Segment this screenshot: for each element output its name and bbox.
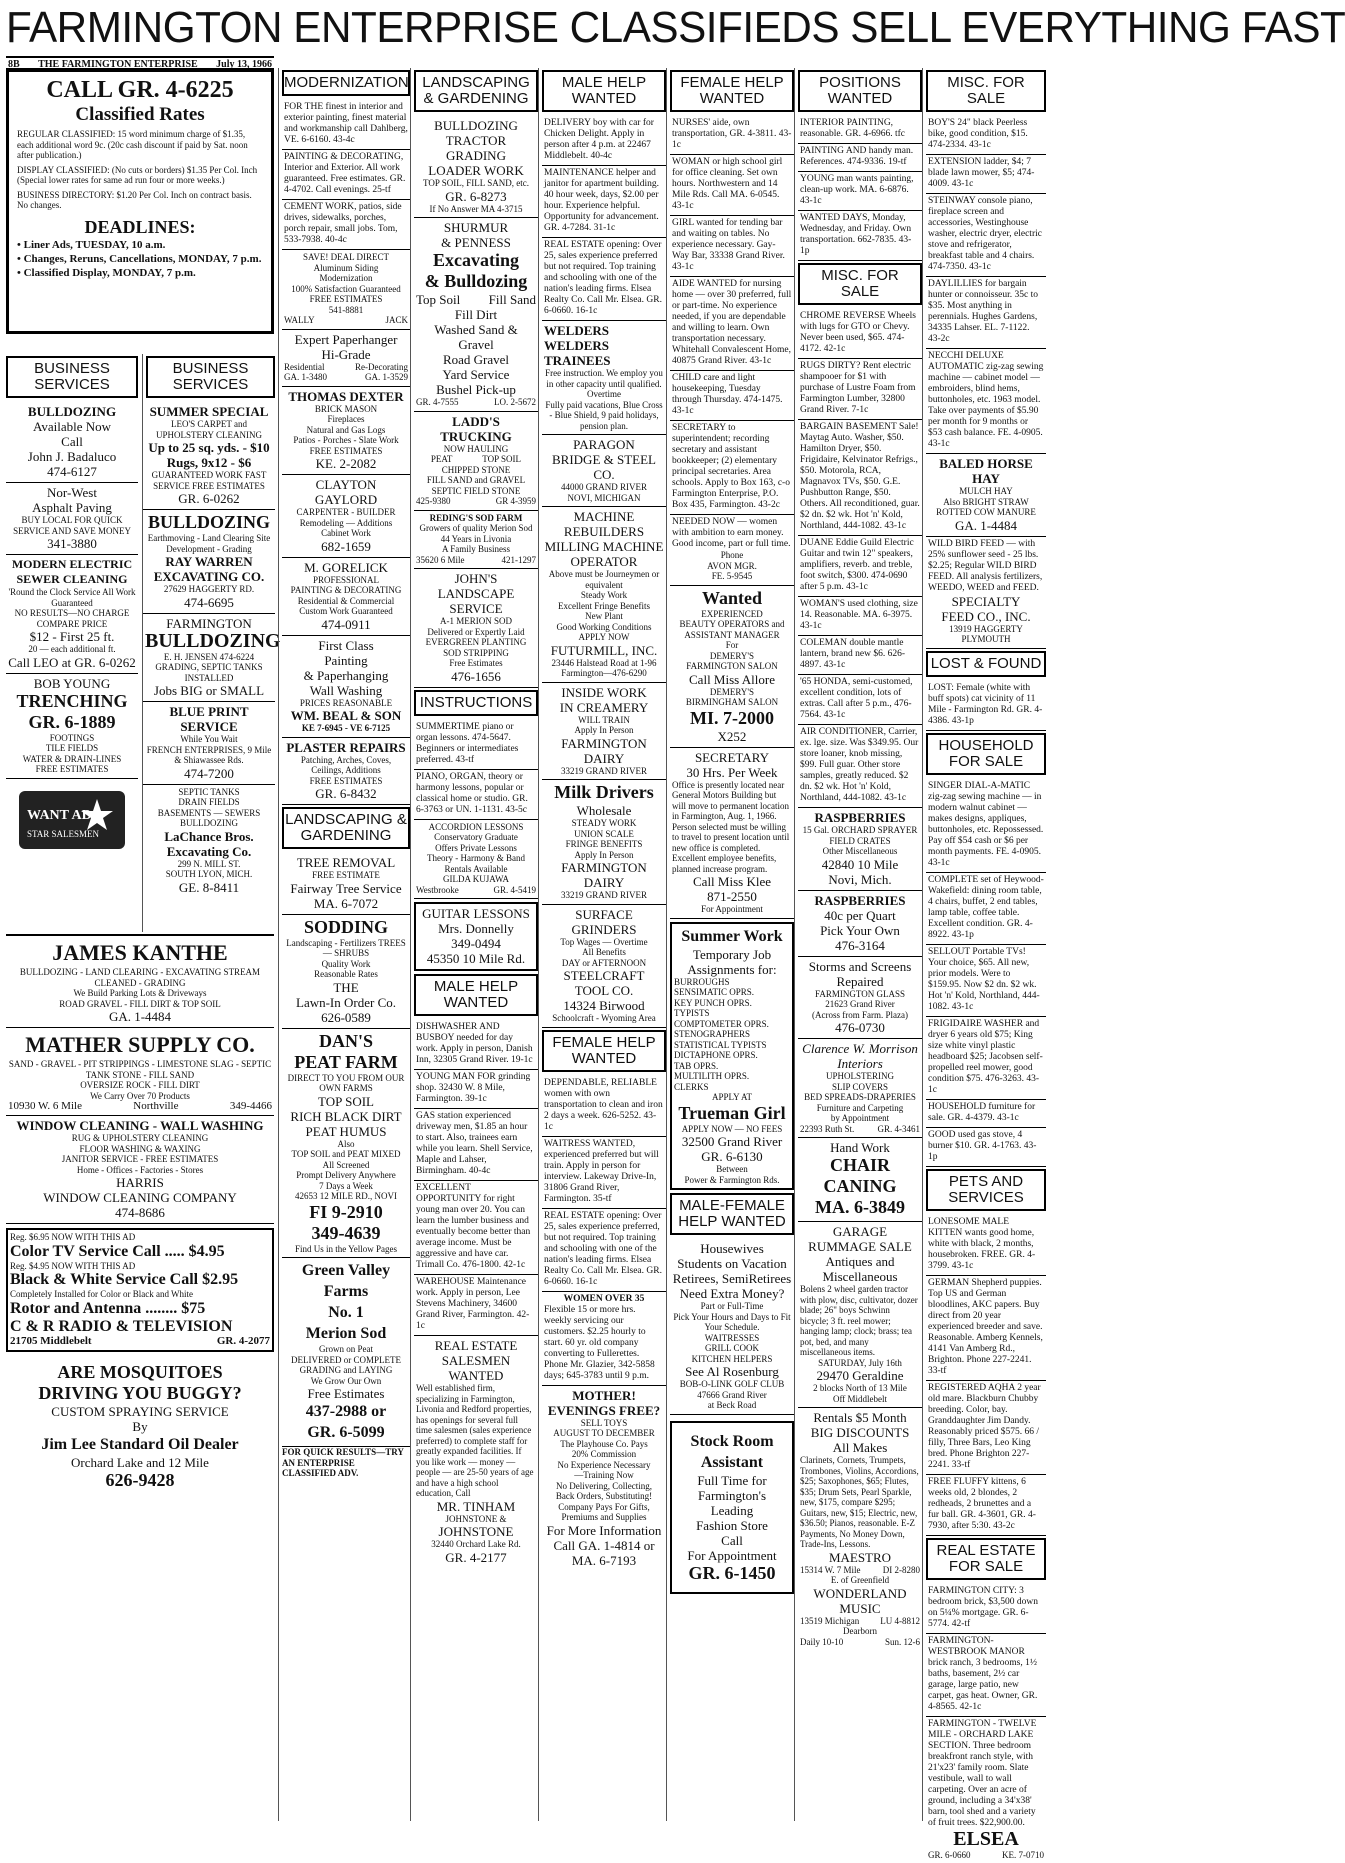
ad-asphalt: Nor-West Asphalt Paving BUY LOCAL FOR QUICK SERVICE AND SAVE MONEY 341-3880 <box>6 483 138 555</box>
rates-display: DISPLAY CLASSIFIED: (No cuts or borders) $1.35 Per Col. Inch (Special lower rates for same ad run four or more weeks.) <box>17 165 263 186</box>
ad-dexter: THOMAS DEXTER BRICK MASON Fireplaces Natural and Gas Logs Patios - Porches - Slate Work FREE ESTIMATES KE. 2-2082 <box>282 387 410 476</box>
header-real-estate: REAL ESTATE FOR SALE <box>926 1538 1046 1580</box>
ad-mather: MATHER SUPPLY CO. SAND - GRAVEL - PIT STRIPPINGS - LIMESTONE SLAG - SEPTIC TANK STONE - FILL SAND OVERSIZE ROCK - FILL DIRT We Carry Over 70 Products 10930 W. 6 Mile Northville 349-4466 <box>6 1028 274 1116</box>
ad-mosquito-spraying: ARE MOSQUITOES DRIVING YOU BUGGY? CUSTOM SPRAYING SERVICE By Jim Lee Standard Oil Dealer Orchard Lake and 12 Mile 626-9428 <box>6 1352 274 1494</box>
rates-box <box>6 68 274 350</box>
deadline-3: • Classified Display, MONDAY, 7 p.m. <box>17 266 263 280</box>
ad-nurses-aide: NURSES' aide, own transportation, GR. 4-3811. 43-1c <box>670 116 794 155</box>
ad-paperhanger: Expert Paperhanger Hi-Grade Residential Re-Decorating GA. 1-3480 GA. 1-3529 <box>282 330 410 387</box>
ad-badaluco: BULLDOZING Available Now Call John J. Badaluco 474-6127 <box>6 402 138 483</box>
ad-stock-room: Stock Room Assistant Full Time for Farmington's Leading Fashion Store Call For Appointment GR. 6-1450 <box>670 1421 794 1594</box>
ad-singer: SINGER DIAL-A-MATIC zig-zag sewing machine — in modern walnut cabinet — makes designs, appliques, buttonholes, etc. Repossessed. Pay off $54 cash or $6 per month payments. FE. 4-0905. 43-1c <box>926 779 1046 873</box>
ad-welders: WELDERS WELDERS TRAINEES Free instruction. We employ you in other capacity until qualified. Overtime Fully paid vacations, Blue Cross - Blue Shield, 9 paid holidays, pension plan. <box>542 321 666 435</box>
ad-women-over-35: WOMEN OVER 35 Flexible 15 or more hrs. weekly servicing our customers. $2.25 hourly to start. 60 yr. old company converting to Fullerettes. Phone Mr. Glazier, 342-5858 days; 645-3783 until 9 p.m. <box>542 1292 666 1386</box>
header-pets: PETS AND SERVICES <box>926 1169 1046 1211</box>
ad-demerys-salon: Wanted EXPERIENCED BEAUTY OPERATORS and ASSISTANT MANAGER For DEMERY'S FARMINGTON SALON Call Miss Allore DEMERY'S BIRMINGHAM SALON MI. 7-2000 X252 <box>670 586 794 748</box>
ad-steinway: STEINWAY console piano, fireplace screen and accessories, Westinghouse washer, electric dryer, electric stove and refrigerator, breakfast table and 4 chairs. 474-7350. 43-1c <box>926 194 1046 277</box>
column-6 <box>666 68 794 1821</box>
ad-johns-landscape: JOHN'S LANDSCAPE SERVICE A-1 MERION SOD Delivered or Expertly Laid EVERGREEN PLANTING SOD STRIPPING Free Estimates 476-1656 <box>414 569 538 688</box>
ad-morrison-interiors: Clarence W. Morrison Interiors UPHOLSTERING SLIP COVERS BED SPREADS-DRAPERIES Furniture and Carpeting by Appointment 22393 Ruth St. GR. 4-3461 <box>798 1039 922 1138</box>
ad-bargain-basement: BARGAIN BASEMENT Sale! Maytag Auto. Washer, $50. Hamilton Dryer, $50. Frigidaire, Kelvinator Refrigs., $50. Motorola, RCA, Magnavox TVs, $50. G.E. Pushbutton Range, $50. Others. All reconditioned, guar. $2 dn. $2 wk. Hot 'n' Kold, Northland, 444-1082. 43-1c <box>798 420 922 536</box>
ad-frigidaire: FRIGIDAIRE WASHER and dryer 6 years old $75; King size white vinyl plastic headboard $25; Jacobsen self-propelled reel mower, good condition $75. 476-3263. 43-1c <box>926 1017 1046 1100</box>
ad-ladds-trucking: LADD'S TRUCKING NOW HAULING PEAT TOP SOIL CHIPPED STONE FILL SAND and GRAVEL SEPTIC FIELD STONE 425-9380 GR 4-3959 <box>414 412 538 511</box>
ad-trueman-girl: Summer Work Temporary Job Assignments for: BURROUGHS SENSIMATIC OPRS. KEY PUNCH OPRS. TYPISTS COMPTOMETER OPRS. STENOGRAPHERS STATISTICAL TYPISTS DICTAPHONE OPRS. TAB OPRS. MULTILITH OPRS. CLERKS APPLY AT Trueman Girl APPLY NOW — NO FEES 32500 Grand River GR. 6-6130 Between Power & Farmington Rds. <box>670 922 794 1191</box>
ad-portable-tvs: SELLOUT Portable TVs! Your choice, $65. All new, prior models. Were to $159.95. Now $2 dn. $2 wk. Hot 'n' Kold, Northland, 444-1082. 43-1c <box>926 945 1046 1017</box>
ad-secretary: SECRETARY 30 Hrs. Per Week Office is presently located near General Motors Building but will move to permanent location in Farmington, Aug. 1, 1966. Person selected must be willing to travel to present location until new office is completed. Excellent employee benefits, planned increase program. Call Miss Klee 871-2550 For Appointment <box>670 748 794 919</box>
ad-handy-man: PAINTING AND handy man. References. 474-9336. 19-tf <box>798 144 922 172</box>
header-business-services-2: BUSINESS SERVICES <box>146 356 275 398</box>
ad-music-rentals: Rentals $5 Month BIG DISCOUNTS All Makes Clarinets, Cornets, Trumpets, Trombones, Violins, Accordions, $25; Saxophones, $65; Flutes, $35; Drum Sets, Pearl Sparkle, new, $175, compare $295; Guitars, new, $15; Electric, new, $36.50; Pianos, reasonable. E-Z Payments, No Money Down, Trade-Ins, Lessons. MAESTRO 15314 W. 7 Mile DI 2-8280 E. of Greenfield WONDERLAND MUSIC 13519 Michigan LU 4-8812 Dearborn Daily 10-10 Sun. 12-6 <box>798 1408 922 1650</box>
ad-tractor-grading: BULLDOZING TRACTOR GRADING LOADER WORK TOP SOIL, FILL SAND, etc. GR. 6-8273 If No Answer MA 4-3715 <box>414 116 538 218</box>
ad-toy-sales: MOTHER! EVENINGS FREE? SELL TOYS AUGUST TO DECEMBER The Playhouse Co. Pays 20% Commission No Experience Necessary —Training Now No Delivering, Collecting, Back Orders, Substituting! Company Pays For Gifts, Premiums and Supplies For More Information Call GA. 1-4814 or MA. 6-7193 <box>542 1386 666 1571</box>
header-female-help-2: FEMALE HELP WANTED <box>542 1030 666 1072</box>
deadline-1: • Liner Ads, TUESDAY, 10 a.m. <box>17 238 263 252</box>
ad-real-estate-opening: REAL ESTATE opening: Over 25, sales experience preferred but not required. Top training and schooling with one of the nation's leading firms. Elsea Realty Co. Call Mr. Elsea. GR. 6-0660. 16-1c <box>542 238 666 321</box>
want-ads-star-icon <box>17 785 127 855</box>
svg-text:STAR SALESMEN: STAR SALESMEN <box>27 829 100 839</box>
ad-gas-stove: GOOD used gas stove, 4 burner $10. GR. 4-1763. 43-1p <box>926 1128 1046 1167</box>
ad-avon: NEEDED NOW — women with ambition to earn money. Good income, part or full time. Phone AVON MGR. FE. 5-9545 <box>670 515 794 586</box>
ad-dishwasher: DISHWASHER AND BUSBOY needed for day work. Apply in person, Danish Inn, 32305 Grand River. 19-1c <box>414 1020 538 1070</box>
ad-raspberries-2: RASPBERRIES 40c per Quart Pick Your Own 476-3164 <box>798 891 922 957</box>
folio-page: 8B <box>8 59 20 70</box>
ad-twelve-mile: FARMINGTON - TWELVE MILE - ORCHARD LAKE SECTION. Three bedroom breakfront ranch style, with 21'x23' family room. Slate vestibule, wall to wall carpeting. Over an acre of ground, including a 34'x38' barn, tool shed and a variety of fruit trees. $22,900.00. ELSEA GR. 6-0660 KE. 7-0710 <box>926 1717 1046 1863</box>
header-male-female-help: MALE-FEMALE HELP WANTED <box>670 1193 794 1235</box>
folio-paper: THE FARMINGTON ENTERPRISE <box>38 59 198 70</box>
ad-womans-clothing: WOMAN'S used clothing, size 14. Reasonable. MA. 6-3975. 43-1c <box>798 597 922 636</box>
column-5 <box>538 68 666 1821</box>
ad-aqha-mare: REGISTERED AQHA 2 year old mare. Blackburn Chubby breeding. Color, bay. Granddaughter Jim Dandy. Reasonably priced $575. 66 / filly, Three Bars, Leo King bred. Phone Brighton 227-2241. 33-tf <box>926 1381 1046 1475</box>
ad-accordion: ACCORDION LESSONS Conservatory Graduate Offers Private Lessons Theory - Harmony & Band Rentals Available GILDA KUJAWA Westbrooke GR. 4-5419 <box>414 820 538 900</box>
ad-piano-lessons-2: PIANO, ORGAN, theory or harmony lessons, popular or classical home or studio. GR. 6-3763 or UN. 1-1131. 43-5c <box>414 770 538 820</box>
ad-wild-bird-feed: WILD BIRD FEED — with 25% sunflower seed - 25 lbs. $2.25; Regular WILD BIRD FEED. All analysis fertilizers, WEEDO, WEED and FEED. SPECIALTY FEED CO., INC. 13919 HAGGERTY PLYMOUTH <box>926 537 1046 649</box>
ad-painting-1: FOR THE finest in interior and exterior painting, finest material and workmanship call Dahlberg, VE. 6-6160. 43-4c <box>282 100 410 150</box>
ad-daylillies: DAYLILLIES for bargain hunter or connoisseur. 35c to $35. Most anything in perennials. Hughes Gardens, 34335 Lahser. EL. 7-1122. 43-2c <box>926 277 1046 349</box>
header-female-help-1: FEMALE HELP WANTED <box>670 70 794 112</box>
ad-gas-station: GAS station experienced driveway men, $1.85 an hour to start. Also, trainees earn while you learn. Shell Service, Maple and Lahser, Birmingham. 40-4c <box>414 1109 538 1181</box>
quick-results-note: FOR QUICK RESULTS—TRY AN ENTERPRISE CLASSIFIED ADV. <box>282 1447 410 1479</box>
ad-futurmill: MACHINE REBUILDERS MILLING MACHINE OPERATOR Above must be Journeymen or equivalent Steady Work Excellent Fringe Benefits New Plant Good Working Conditions APPLY NOW FUTURMILL, INC. 23446 Halstead Road at 1-96 Farmington—476-6290 <box>542 507 666 683</box>
ad-creamery: INSIDE WORK IN CREAMERY WILL TRAIN Apply In Person FARMINGTON DAIRY 33219 GRAND RIVER <box>542 683 666 781</box>
header-household: HOUSEHOLD FOR SALE <box>926 733 1046 775</box>
ad-farmington-glass: Storms and Screens Repaired FARMINGTON GLASS 21623 Grand River (Across from Farm. Plaza) 476-0730 <box>798 957 922 1040</box>
ad-wanted-days: WANTED DAYS, Monday, Wednesday, and Friday. Own transportation. 662-7835. 43-1p <box>798 211 922 261</box>
header-landscaping-2: LANDSCAPING & GARDENING <box>282 807 410 849</box>
ad-cement: CEMENT WORK, patios, side drives, sidewalks, porches, porch repair, small jobs. Tom, 533-7938. 40-4c <box>282 200 410 250</box>
ad-guitar-lessons: GUITAR LESSONS Mrs. Donnelly 349-0494 45350 10 Mile Rd. <box>414 902 538 971</box>
ad-horse-hay: BALED HORSE HAY MULCH HAY Also BRIGHT STRAW ROTTED COW MANURE GA. 1-4484 <box>926 454 1046 537</box>
ad-german-shepherd: GERMAN Shepherd puppies. Top US and German bloodlines, AKC papers. Buy direct from 20 year experienced breeder and save. Reasonable. Amberg Kennels, 4141 Van Amberg Rd., Brighton. Phone 227-2241. 33-tf <box>926 1276 1046 1381</box>
ad-fluffy-kittens: FREE FLUFFY kittens, 6 weeks old, 2 blondes, 2 redheads, 2 brunettes and a fur ball. GR. 4-3601, GR. 4-7930, after 5:30. 43-2c <box>926 1475 1046 1536</box>
ad-surface-grinders: SURFACE GRINDERS Top Wages — Overtime All Benefits DAY or AFTERNOON STEELCRAFT TOOL CO. 14324 Birwood Schoolcraft - Wyoming Area <box>542 905 666 1028</box>
rates-phone: CALL GR. 4-6225 <box>17 77 263 104</box>
ad-necchi: NECCHI DELUXE AUTOMATIC zig-zag sewing machine — cabinet model — embroiders, blind hems, buttonholes, etc. 1963 model. Take over payments of $5.90 per month for 9 months or $53 cash balance. FE. 4-0905. 43-1c <box>926 349 1046 454</box>
ad-gorelick: M. GORELICK PROFESSIONAL PAINTING & DECORATING Residential & Commercial Custom Work Guaranteed 474-0911 <box>282 558 410 636</box>
ad-maintenance-helper: MAINTENANCE helper and janitor for apartment building. 40 hour week, days, $2.00 per hour. Experience helpful. Opportunity for advancement. GR. 4-7284. 31-1c <box>542 166 666 238</box>
want-ads-logo <box>6 779 138 860</box>
ad-household-furniture: HOUSEHOLD furniture for sale. GR. 4-4379. 43-1c <box>926 1100 1046 1128</box>
column-8 <box>922 68 1046 1821</box>
ad-siding: SAVE! DEAL DIRECT Aluminum Siding Modernization 100% Satisfaction Guaranteed FREE ESTIMATES 541-8881 WALLY JACK <box>282 250 410 330</box>
ad-piano-lessons-1: SUMMERTIME piano or organ lessons. 474-5647. Beginners or intermediates preferred. 43-tf <box>414 720 538 770</box>
page-banner: FARMINGTON ENTERPRISE CLASSIFIEDS SELL EVERYTHING FAST <box>6 0 1216 56</box>
deadline-2: • Changes, Reruns, Cancellations, MONDAY, 7 p.m. <box>17 252 263 266</box>
ad-jensen: FARMINGTON BULLDOZING E. H. JENSEN 474-6224 GRADING, SEPTIC TANKS INSTALLED Jobs BIG or SMALL <box>143 614 275 703</box>
ad-honda: '65 HONDA, semi-customed, excellent condition, lots of extras. Call after 5 p.m., 476-7564. 43-1c <box>798 675 922 725</box>
ad-interior-painting: INTERIOR PAINTING, reasonable. GR. 4-6966. tfc <box>798 116 922 144</box>
ad-kanthe: JAMES KANTHE BULLDOZING - LAND CLEARING - EXCAVATING STREAM CLEANED - GRADING We Build Parking Lots & Driveways ROAD GRAVEL - FILL DIRT & TOP SOIL GA. 1-4484 <box>6 934 274 1028</box>
rates-title: Classified Rates <box>17 104 263 125</box>
ad-raspberries-1: RASPBERRIES 15 Gal. ORCHARD SPRAYER FIELD CRATES Other Miscellaneous 42840 10 Mile Novi, Mich. <box>798 808 922 891</box>
ad-waitress: WAITRESS WANTED, experienced preferred but will train. Apply in person for interview. Lakeway Drive-In, 31806 Grand River, Farmington. 35-tf <box>542 1137 666 1209</box>
header-landscaping-1: LANDSCAPING & GARDENING <box>414 70 538 112</box>
ad-child-care: CHILD care and light housekeeping, Tuesday through Thursday. 474-1475. 43-1c <box>670 371 794 421</box>
header-male-help-2: MALE HELP WANTED <box>414 974 538 1016</box>
ad-summer-special: SUMMER SPECIAL LEO'S CARPET and UPHOLSTERY CLEANING Up to 25 sq. yds. - $10 Rugs, 9x12 - $6 GUARANTEED WORK FAST SERVICE FREE ESTIMATES GR. 6-0262 <box>143 402 275 510</box>
header-male-help-1: MALE HELP WANTED <box>542 70 666 112</box>
ad-farmington-city: FARMINGTON CITY: 3 bedroom brick, $3,500 down on 5¼% mortgage. GR. 6-5774. 42-tf <box>926 1584 1046 1634</box>
ad-harris-window: WINDOW CLEANING - WALL WASHING RUG & UPHOLSTERY CLEANING FLOOR WASHING & WAXING JANITOR SERVICE - FREE ESTIMATES Home - Offices - Factories - Stores HARRIS WINDOW CLEANING COMPANY 474-8686 <box>6 1116 274 1224</box>
folio-date: July 13, 1966 <box>216 59 272 70</box>
ad-shurmur: SHURMUR & PENNESS Excavating & Bulldozing Top Soil Fill Sand Fill Dirt Washed Sand & Gravel Road Gravel Yard Service Bushel Pick-up GR. 4-7555 LO. 2-5672 <box>414 218 538 412</box>
columns <box>6 68 1218 1821</box>
ad-gaylord: CLAYTON GAYLORD CARPENTER - BUILDER Remodeling — Additions Cabinet Work 682-1659 <box>282 475 410 558</box>
ad-c-r-radio: Reg. $6.95 NOW WITH THIS AD Color TV Service Call ..... $4.95 Reg. $4.95 NOW WITH THIS AD Black & White Service Call $2.95 Completely Installed for Color or Black and White Rotor and Antenna ........ $75 C & R RADIO & TELEVISION 21705 Middlebelt GR. 4-2077 <box>6 1228 274 1352</box>
ad-sewer-cleaning: MODERN ELECTRIC SEWER CLEANING 'Round the Clock Service All Work Guaranteed NO RESULTS—NO CHARGE COMPARE PRICE $12 - First 25 ft. 20 — each additional ft. Call LEO at GR. 6-0262 <box>6 555 138 674</box>
ad-rug-shampooer: RUGS DIRTY? Rent electric shampooer for $1 with purchase of Lustre Foam from Farmington Lumber, 32800 Grand River. 7-1c <box>798 359 922 420</box>
ad-milk-drivers: Milk Drivers Wholesale STEADY WORK UNION SCALE FRINGE BENEFITS Apply In Person FARMINGTON DAIRY 33219 GRAND RIVER <box>542 780 666 905</box>
ad-trenching: BOB YOUNG TRENCHING GR. 6-1889 FOOTINGS TILE FIELDS WATER & DRAIN-LINES FREE ESTIMATES <box>6 674 138 779</box>
ad-extension-ladder: EXTENSION ladder, $4; 7 blade lawn mower, $5; 474-4009. 43-1c <box>926 155 1046 194</box>
ad-heywood: COMPLETE set of Heywood-Wakefield: dining room table, 4 chairs, buffet, 2 end tables, lamp table, coffee table. Excellent condition. GR. 4-8922. 43-1p <box>926 873 1046 945</box>
header-instructions: INSTRUCTIONS <box>414 690 538 716</box>
ad-paragon: PARAGON BRIDGE & STEEL CO. 44000 GRAND RIVER NOVI, MICHIGAN <box>542 435 666 507</box>
ad-lachance: SEPTIC TANKS DRAIN FIELDS BASEMENTS — SEWERS BULLDOZING LaChance Bros. Excavating Co. 299 N. MILL ST. SOUTH LYON, MICH. GE. 8-8411 <box>143 785 275 898</box>
ad-tree-removal: TREE REMOVAL FREE ESTIMATE Fairway Tree Service MA. 6-7072 <box>282 853 410 915</box>
ad-chair-caning: Hand Work CHAIR CANING MA. 6-3849 <box>798 1138 922 1222</box>
column-4 <box>410 68 538 1821</box>
ad-grinding-shop: YOUNG MAN FOR grinding shop. 32430 W. 8 Mile, Farmington. 39-1c <box>414 1070 538 1109</box>
column-1 <box>6 354 138 932</box>
ad-kitten: LONESOME MALE KITTEN wants good home, white with black, 2 months, housebroken. FREE. GR. 4-3799. 43-1c <box>926 1215 1046 1276</box>
rates-regular: REGULAR CLASSIFIED: 15 word minimum charge of $1.35, each additional word 9c. (20c cash discount if paid by Sat. noon after publication.) <box>17 129 263 161</box>
ad-real-estate-opening-2: REAL ESTATE opening: Over 25, sales experience preferred, but not required. Top training and schooling with one of the nation's leading firms. Elsea Realty Co. Call Mr. Elsea. GR. 6-0660. 16-1c <box>542 1209 666 1292</box>
header-misc-for-sale-1: MISC. FOR SALE <box>798 263 922 305</box>
ad-sodding: SODDING Landscaping - Fertilizers TREES — SHRUBS Quality Work Reasonable Rates THE Lawn-In Order Co. 626-0589 <box>282 915 410 1029</box>
ad-young-man-painting: YOUNG man wants painting, clean-up work. MA. 6-6876. 43-1c <box>798 172 922 211</box>
ad-painting-2: PAINTING & DECORATING, Interior and Exterior. All work guaranteed. Free estimates. GR. 4-4702. Call evenings. 25-tf <box>282 150 410 200</box>
header-lost-found: LOST & FOUND <box>926 651 1046 677</box>
ad-air-conditioner: AIR CONDITIONER, Carrier, ex. lge. size. Was $349.95. Our store loaner, knob missing, $99. Full guar. Other store samples, greatly reduced. $2 dn. $2 wk. Hot 'n' Kold, Northland, 444-1082. 43-1c <box>798 725 922 808</box>
column-2 <box>142 354 275 932</box>
ad-guild-guitar: DUANE Eddie Guild Electric Guitar and twin 12" speakers, amplifiers, reverb. and treble, foot switch, $300. 474-0690 after 5 p.m. 43-1c <box>798 536 922 597</box>
header-modernization: MODERNIZATION <box>282 70 410 96</box>
ad-dans-peat-farm: DAN'S PEAT FARM DIRECT TO YOU FROM OUR OWN FARMS TOP SOIL RICH BLACK DIRT PEAT HUMUS Also TOP SOIL and PEAT MIXED All Screened Prompt Delivery Anywhere 7 Days a Week 42653 12 MILE RD., NOVI FI 9-2910 349-4639 Find Us in the Yellow Pages <box>282 1029 410 1259</box>
ad-garage-sale: GARAGE RUMMAGE SALE Antiques and Miscellaneous Bolens 2 wheel garden tractor with plow, disc, cultivator, dozer blade; 26" boys Schwinn bicycle; 3 ft. reel mower; hanging lamp; clock; brass; tea pot, bed, and many miscellaneous items. SATURDAY, July 16th 29470 Geraldine 2 blocks North of 13 Mile Off Middlebelt <box>798 1222 922 1408</box>
wide-block <box>6 934 274 1821</box>
header-misc-for-sale-2: MISC. FOR SALE <box>926 70 1046 112</box>
ad-school-secretary: SECRETARY to superintendent; recording secretary and assistant bookkeeper; (2) elementary principal secretaries. Area schools. Apply to Box 163, c-o Farmington Enterprise, P.O. Box 435, Farmington. 43-2c <box>670 421 794 515</box>
ad-dependable-women: DEPENDABLE, RELIABLE women with own transportation to clean and iron 2 days a week. 626-5252. 43-1c <box>542 1076 666 1137</box>
ad-office-cleaning: WOMAN or high school girl for office cleaning. Set own hours. Northwestern and 14 Mile Rds. Call MA. 6-0545. 43-1c <box>670 155 794 216</box>
ad-real-estate-salesmen: REAL ESTATE SALESMEN WANTED Well established firm, specializing in Farmington, Livonia and Redford properties, has openings for several full time salesmen (sales experience preferred) to complete staff for greatly expanded facilities. If you like work — money — people — are 25-50 years of age and have a high school education, Call MR. TINHAM JOHNSTONE & JOHNSTONE 32440 Orchard Lake Rd. GR. 4-2177 <box>414 1336 538 1568</box>
ad-bar-girl: GIRL wanted for tending bar and waiting on tables. No experience necessary. Gay-Way Bar, 33338 Grand River. 43-1c <box>670 216 794 277</box>
header-positions-wanted: POSITIONS WANTED <box>798 70 922 112</box>
ad-plaster: PLASTER REPAIRS Patching, Arches, Coves, Ceilings, Additions FREE ESTIMATES GR. 6-8432 <box>282 738 410 806</box>
svg-text:WANT ADS: WANT ADS <box>27 808 100 823</box>
deadlines-title: DEADLINES: <box>17 217 263 238</box>
column-7 <box>794 68 922 1821</box>
ad-delivery-boy: DELIVERY boy with car for Chicken Delight. Apply in person after 4 p.m. at 22467 Middlebelt. 40-4c <box>542 116 666 166</box>
ad-bob-o-link: Housewives Students on Vacation Retirees, SemiRetirees Need Extra Money? Part or Full-Time Pick Your Hours and Days to Fit Your Schedule. WAITRESSES GRILL COOK KITCHEN HELPERS See Al Rosenburg BOB-O-LINK GOLF CLUB 47666 Grand River at Beck Road <box>670 1239 794 1415</box>
ad-lost-cat: LOST: Female (white with buff spots) cat vicinity of 11 Mile - Farmington Rd. GR. 4-4386. 43-1p <box>926 681 1046 731</box>
ad-redings-sod: REDING'S SOD FARM Growers of quality Merion Sod 44 Years in Livonia A Family Business 35620 6 Mile 421-1297 <box>414 511 538 570</box>
ad-lumber: EXCELLENT OPPORTUNITY for right young man over 20. You can learn the lumber business and eventually become better than average income. Must be aggressive and have car. Trimall Co. 476-1800. 42-1c <box>414 1181 538 1275</box>
ad-chrome-wheels: CHROME REVERSE Wheels with lugs for GTO or Chevy. Never been used, $65. 474-4172. 42-1c <box>798 309 922 359</box>
header-business-services-1: BUSINESS SERVICES <box>6 356 138 398</box>
column-3 <box>278 68 410 1821</box>
ad-peerless-bike: BOY'S 24" black Peerless bike, good condition, $15. 474-2334. 43-1c <box>926 116 1046 155</box>
ad-nursing-aide: AIDE WANTED for nursing home — over 30 preferred, full or part-time. No experience needed, if you are dependable and willing to learn. Own transportation necessary. Whitehall Convalescent Home, 40875 Grand River. 43-1c <box>670 277 794 371</box>
ad-warehouse: WAREHOUSE Maintenance work. Apply in person, Lee Stevens Machinery, 34600 Grand River, Farmington. 42-1c <box>414 1275 538 1336</box>
ad-ray-warren: BULLDOZING Earthmoving - Land Clearing Site Development - Grading RAY WARREN EXCAVATING CO. 27629 HAGGERTY RD. 474-6695 <box>143 510 275 614</box>
ad-westbrook-manor: FARMINGTON-WESTBROOK MANOR brick ranch, 3 bedrooms, 1½ baths, basement, 2½ car garage, large patio, new carpet, gas heat. Owner, GR. 4-8565. 42-1c <box>926 1634 1046 1717</box>
rates-directory: BUSINESS DIRECTORY: $1.20 Per Col. Inch on contract basis. No changes. <box>17 190 263 211</box>
ad-beal: First Class Painting & Paperhanging Wall Washing PRICES REASONABLE WM. BEAL & SON KE 7-6945 - VE 6-7125 <box>282 636 410 738</box>
ad-blue-print: BLUE PRINT SERVICE While You Wait FRENCH ENTERPRISES, 9 Mile & Shiawassee Rds. 474-7200 <box>143 702 275 785</box>
ad-green-valley: Green Valley Farms No. 1 Merion Sod Grown on Peat DELIVERED or COMPLETE GRADING and LAYING We Grow Our Own Free Estimates 437-2988 or GR. 6-5099 <box>282 1258 410 1447</box>
ad-coleman-lantern: COLEMAN double mantle lantern, brand new $6. 626-4897. 43-1c <box>798 636 922 675</box>
